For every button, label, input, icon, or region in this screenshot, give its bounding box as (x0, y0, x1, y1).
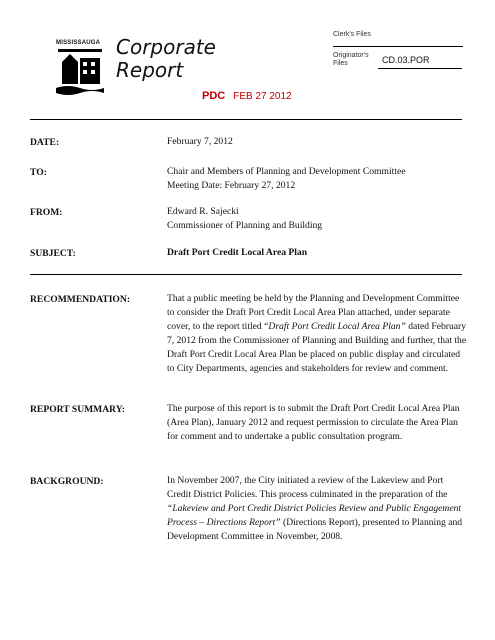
stamp-dept: PDC (202, 90, 226, 102)
header-rule (30, 119, 462, 120)
clerks-files-label: Clerk's Files (333, 31, 371, 38)
date-label: DATE: (30, 137, 60, 148)
rec-text-2: dated February 7, 2012 from the Commissioner of Planning and Building and further, that the Draft Port Credit Local Area Plan be placed on public display and circulated to City Departments, agencies and stakeholders for review and comment. (167, 321, 467, 374)
background-text (167, 474, 467, 544)
report-summary-text: The purpose of this report is to submit the Draft Port Credit Local Area Plan (Area Plan), January 2012 and request permission to circulate the Area Plan for comment and to undertake a public consultation program. (167, 403, 460, 442)
bg-text-1: In November 2007, the City initiated a review of the Lakeview and Port Credit District Policies. This process culminated in the preparation of the (167, 475, 448, 500)
to-label: TO: (30, 167, 47, 178)
logo-text: MISSISSAUGA (56, 40, 101, 46)
subject-label: SUBJECT: (30, 248, 76, 259)
title-line-2: Report (116, 58, 184, 82)
from-line-2: Commissioner of Planning and Building (167, 220, 323, 231)
to-value (167, 165, 467, 193)
stamp-date: FEB 27 2012 (233, 91, 292, 102)
clerks-files-underline (333, 46, 463, 47)
file-number-underline (378, 68, 462, 69)
rec-text-1: That a public meeting be held by the Planning and Development Committee to consider the Draft Port Credit Local Area Plan attached, under separate cover, to the report titled “ (167, 293, 460, 332)
date-value: February 7, 2012 (167, 136, 233, 147)
report-summary-label: REPORT SUMMARY: (30, 404, 125, 415)
from-label: FROM: (30, 207, 63, 218)
rec-report-title: Draft Port Credit Local Area Plan” (268, 321, 406, 332)
pdc-stamp (202, 90, 292, 102)
originators-line-1: Originator's (333, 52, 369, 59)
memo-rule (30, 274, 462, 275)
report-title (116, 36, 216, 82)
mississauga-logo (56, 40, 108, 96)
logo-emblem-icon (56, 40, 108, 96)
to-line-2: Meeting Date: February 27, 2012 (167, 180, 296, 191)
originators-files-label (333, 52, 369, 68)
from-line-1: Edward R. Sajecki (167, 206, 239, 217)
subject-value: Draft Port Credit Local Area Plan (167, 247, 308, 258)
recommendation-label: RECOMMENDATION: (30, 294, 131, 305)
background-label: BACKGROUND: (30, 476, 104, 487)
bg-report-title: “Lakeview and Port Credit District Policies Review and Public Engagement Process – Directions Report” (167, 503, 462, 528)
file-number: CD.03.POR (382, 55, 430, 65)
bg-text-2: (Directions Report), presented to Planning and Development Committee in November, 2008. (167, 517, 463, 542)
recommendation-text (167, 292, 467, 376)
from-value (167, 205, 467, 233)
to-line-1: Chair and Members of Planning and Development Committee (167, 166, 406, 177)
originators-line-2: Files (333, 60, 348, 67)
title-line-1: Corporate (116, 35, 216, 59)
